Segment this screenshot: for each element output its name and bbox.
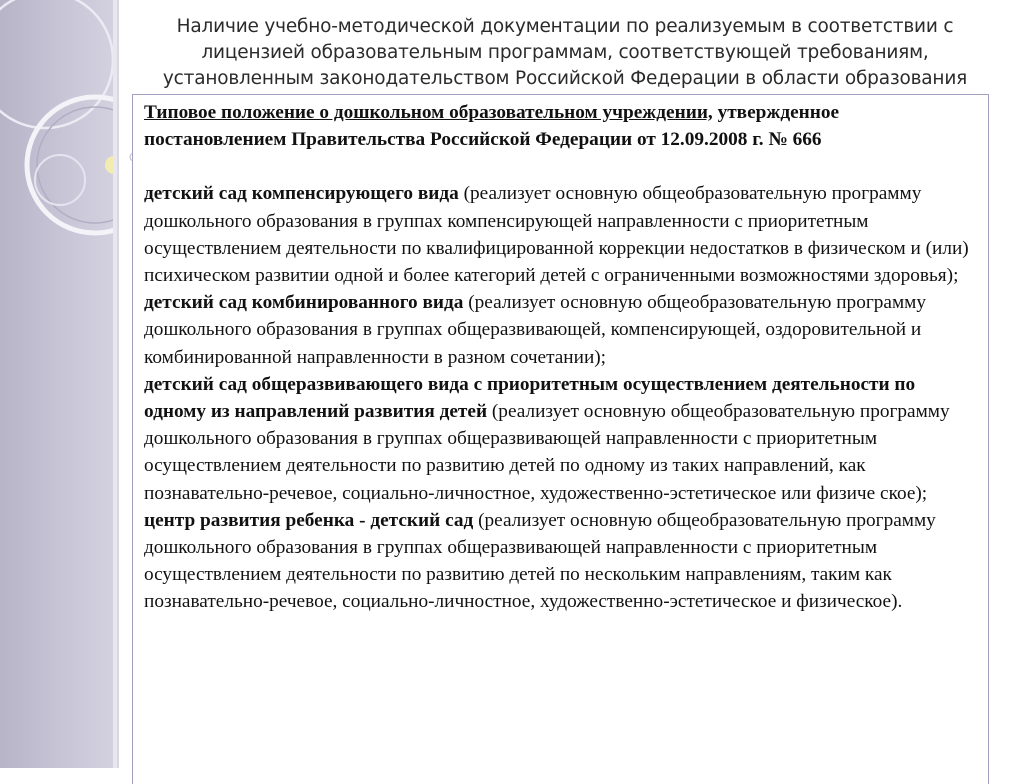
kindergarten-type-description: (реализует основную общеобразовательную программу дошкольного образования в группах общеразвивающей, компенсирующей, оздоровительной и комбинированной направленности в разном сочетании); — [144, 292, 926, 368]
slide-title: Наличие учебно-методической документации по реализуемым в соответствии с лицензией образовательным программам, соответствующей требованиям, установленным законодательством Российской Федерации в области образования — [162, 16, 968, 89]
side-band-edge-line — [117, 0, 119, 768]
decorative-yellow-dot — [105, 156, 113, 174]
document-body — [144, 99, 979, 616]
kindergarten-type-name: центр развития ребенка - детский сад — [144, 509, 474, 531]
kindergarten-type-item — [144, 507, 979, 616]
paragraph-gap — [144, 153, 979, 180]
decorative-circles-art — [0, 0, 113, 768]
kindergarten-type-name: детский сад общеразвивающего вида с приоритетным осуществлением деятельности по одному из направлений развития детей — [144, 373, 916, 423]
kindergarten-type-name: детский сад компенсирующего вида — [144, 183, 459, 205]
kindergarten-type-item — [144, 371, 979, 507]
decorative-ring-inner — [37, 107, 113, 223]
decorative-side-band — [0, 0, 113, 768]
kindergarten-type-description: (реализует основную общеобразовательную программу дошкольного образования в группах общеразвивающей направленности с приоритетным осуществлением деятельности по развитию детей по нескольким направлениям, таким как познавательно-речевое, социально-личностное, художественно-эстетическое и физическое). — [144, 509, 936, 613]
kindergarten-type-description: (реализует основную общеобразовательную программу дошкольного образования в группах общеразвивающей направленности с приоритетным осуществлением деятельности по развитию детей по одному из таких направлений, как познавательно-речевое, социально-личностное, художественно-эстетическое или физиче ское); — [144, 401, 950, 504]
kindergarten-type-item — [144, 289, 979, 371]
kindergarten-type-name: детский сад комбинированного вида — [144, 292, 464, 314]
decorative-ring-small — [35, 155, 85, 205]
regulation-heading-rest: утвержденное постановлением Правительства Российской Федерации от 12.09.2008 г. № 666 — [144, 102, 840, 151]
regulation-link[interactable]: Типовое положение о дошкольном образовательном учреждении, — [144, 102, 713, 123]
document-heading — [144, 99, 979, 153]
kindergarten-type-item — [144, 180, 979, 289]
kindergarten-type-description: (реализует основную общеобразовательную программу дошкольного образования в группах компенсирующей направленности с приоритетным осуществлением деятельности по квалифицированной коррекции недостатков в физическом и (или) психическом развитии одной и более категорий детей с ограниченными возможностями здоровья); — [144, 183, 969, 287]
